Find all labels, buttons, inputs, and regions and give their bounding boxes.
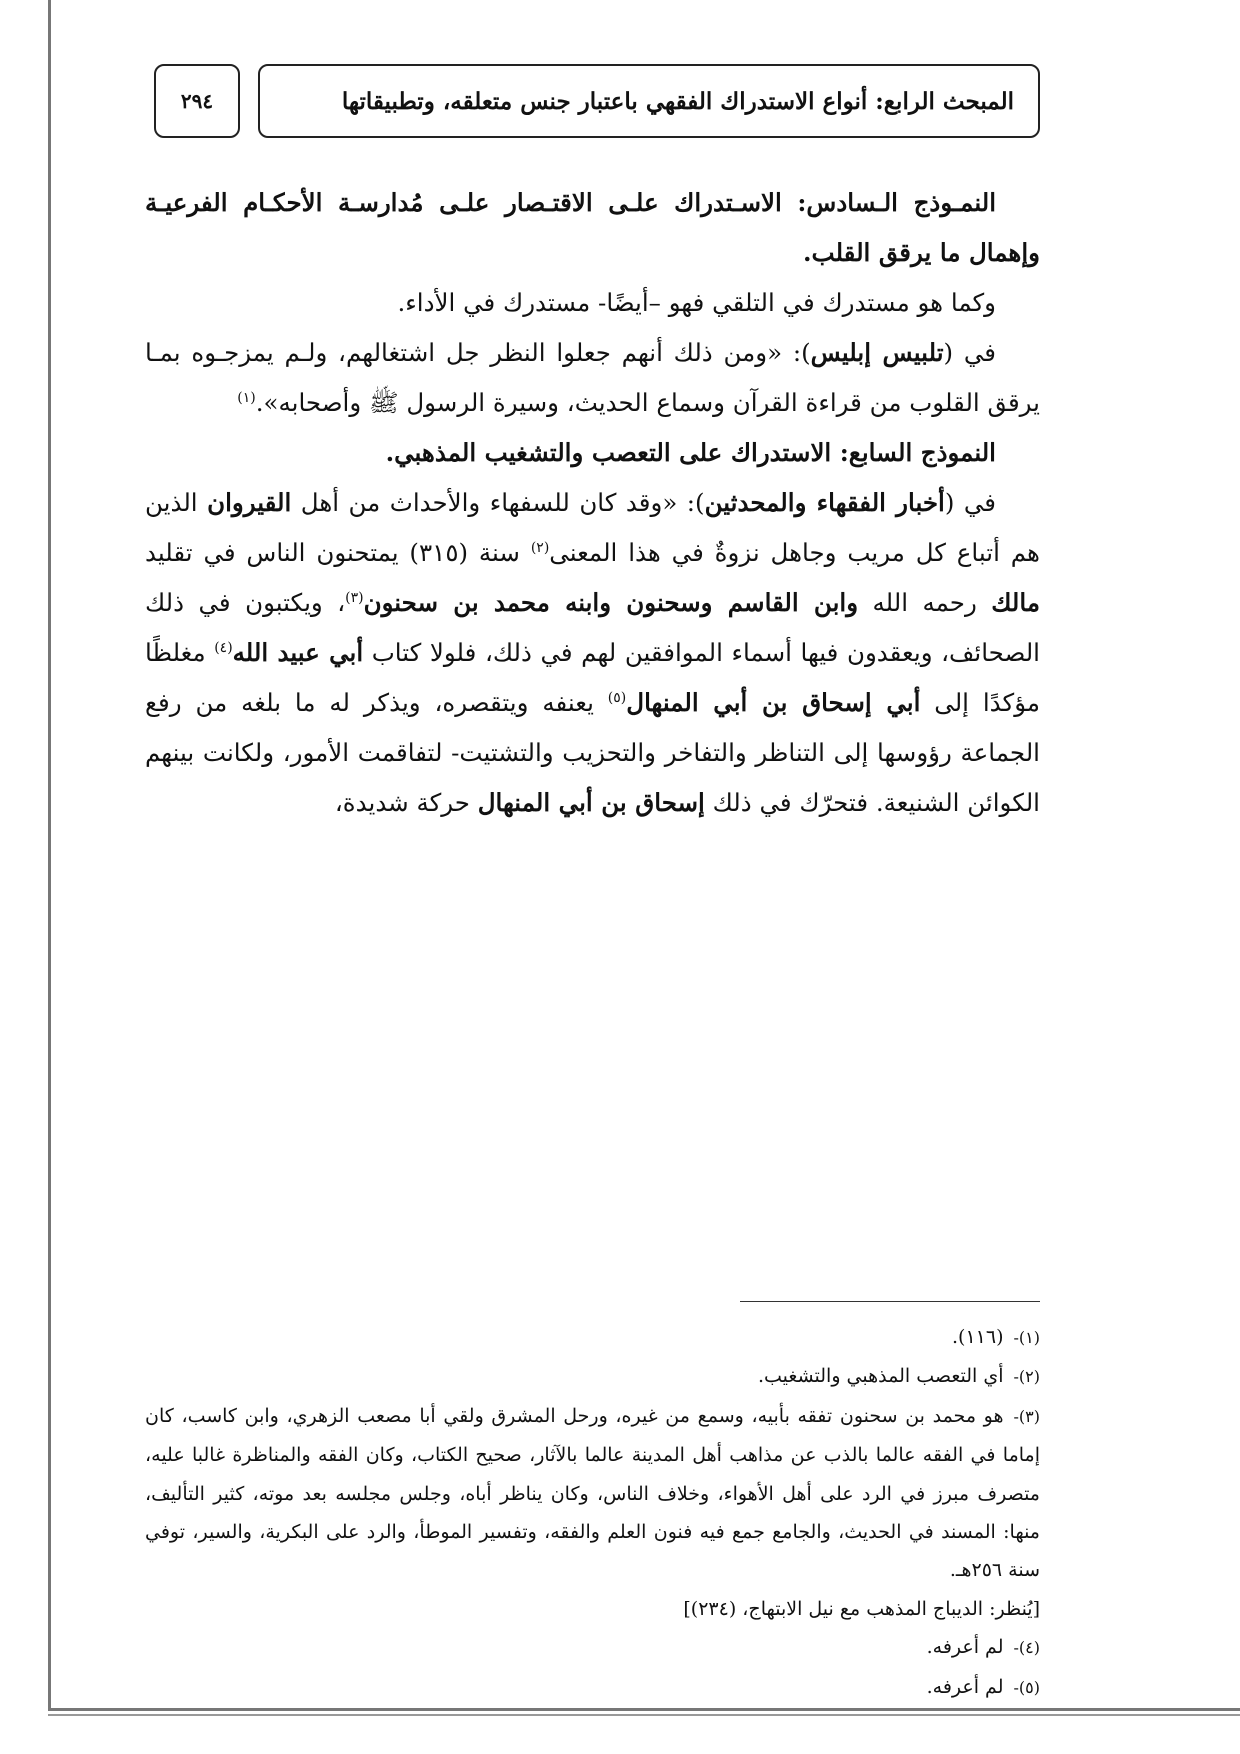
paragraph-3: في (أخبار الفقهاء والمحدثين): «وقد كان للسفهاء والأحداث من أهل القيروان الذين هم أتباع كل مريب وجاهل نزوةٌ في هذا المعنى$^{(٢)}$ سنة (٣١٥) يمتحنون الناس في تقليد مالك رحمه الله وابن القاسم وسحنون وابنه محمد بن سحنون$^{(٣)}$، ويكتبون في ذلك الصحائف، ويعقدون فيها أسماء الموافقين لهم في ذلك، فلولا كتاب أبي عبيد الله$^{(٤)}$ مغلظًا مؤكدًا إلى أبي إسحاق بن أبي المنهال$^{(٥)}$ يعنفه ويتقصره، ويذكر له ما بلغه من رفع الجماعة رؤوسها إلى التناظر والتفاخر والتحزيب والتشتيت- لتفاقمت الأمور، ولكانت بينهم الكوائن الشنيعة. فتحرّك في ذلك إسحاق بن أبي المنهال حركة شديدة، bbox=[145, 488, 1040, 817]
paragraph-2: في (تلبيس إبليس): «ومن ذلك أنهم جعلوا النظر جل اشتغالهم، ولـم يمزجـوه بمـا يرقق القلوب من قراءة القرآن وسماع الحديث، وسيرة الرسول ﷺ وأصحابه».$^{(١)}$ bbox=[145, 338, 1040, 417]
person-name: مالك bbox=[991, 588, 1040, 617]
footnote-divider bbox=[740, 1301, 1040, 1302]
footnote-item: (٢)-أي التعصب المذهبي والتشغيب. bbox=[757, 1365, 1040, 1388]
footnote-ref[interactable]: (٤) bbox=[214, 639, 233, 656]
page-frame-bottom bbox=[48, 1708, 1240, 1711]
model7-heading: النموذج السابع: الاستدراك على التعصب والتشغيب المذهبي. bbox=[385, 438, 996, 467]
person-name: إسحاق بن أبي المنهال bbox=[477, 788, 705, 817]
footnotes bbox=[145, 1318, 1040, 1707]
page-number: ٢٩٤ bbox=[154, 64, 240, 138]
page-frame-left bbox=[48, 0, 51, 1710]
source-title: أخبار الفقهاء والمحدثين bbox=[704, 488, 945, 517]
footnote-mark: (٥)- bbox=[1013, 1677, 1040, 1697]
model6-heading: النمـوذج الـسادس: الاسـتدراك علـى الاقتـصار علـى مُدارسـة الأحكـام الفرعيـة وإهمال ما يرقق القلب. bbox=[145, 188, 1040, 267]
place-name: القيروان bbox=[207, 488, 292, 517]
chapter-header bbox=[258, 64, 1040, 138]
main-text bbox=[145, 178, 1040, 828]
page-frame-bottom-inner bbox=[48, 1714, 1240, 1716]
footnote-item: (٤)-لم أعرفه. bbox=[926, 1636, 1040, 1659]
footnote-ref[interactable]: (٣) bbox=[345, 589, 364, 606]
footnote-item: (٥)-لم أعرفه. bbox=[926, 1675, 1040, 1698]
footnote-item: (١)-(١١٦). bbox=[952, 1326, 1040, 1348]
source-title: تلبيس إبليس bbox=[810, 338, 944, 367]
footnote-item: (٣)-هو محمد بن سحنون تفقه بأبيه، وسمع من غيره، ورحل المشرق ولقي أبا مصعب الزهري، وابن كاسب، كان إماما في الفقه عالما بالذب عن مذاهب أهل المدينة عالما بالآثار، صحيح الكتاب، وكان الفقه والمناظرة غالبا عليه، متصرف مبرز في الرد على أهل الأهواء، وخلاف الناس، وكان يناظر أباه، وجلس مجلسه بعد موته، كثير التأليف، منها: المسند في الحديث، والجامع جمع فيه فنون العلم والفقه، وتفسير الموطأ، والرد على البكرية، والسير، توفي سنة ٢٥٦هـ. bbox=[145, 1404, 1040, 1582]
footnote-mark: (٤)- bbox=[1013, 1638, 1040, 1658]
person-name: أبي إسحاق بن أبي المنهال bbox=[626, 688, 921, 717]
paragraph-1: وكما هو مستدرك في التلقي فهو –أيضًا- مستدرك في الأداء. bbox=[397, 288, 996, 317]
footnote-citation: [يُنظر: الديباج المذهب مع نيل الابتهاج، (٢٣٤)] bbox=[683, 1597, 1040, 1620]
footnote-ref[interactable]: (١) bbox=[237, 389, 256, 406]
footnote-mark: (١)- bbox=[1013, 1328, 1040, 1347]
footnote-ref[interactable]: (٥) bbox=[607, 689, 627, 706]
footnote-mark: (٢)- bbox=[1013, 1367, 1040, 1387]
footnote-mark: (٣)- bbox=[1013, 1406, 1040, 1426]
chapter-title: المبحث الرابع: أنواع الاستدراك الفقهي باعتبار جنس متعلقه، وتطبيقاتها bbox=[341, 87, 1014, 115]
person-name: أبي عبيد الله bbox=[232, 638, 364, 667]
footnote-ref[interactable]: (٢) bbox=[530, 539, 550, 556]
person-name: وابن القاسم وسحنون وابنه محمد بن سحنون bbox=[363, 588, 859, 617]
